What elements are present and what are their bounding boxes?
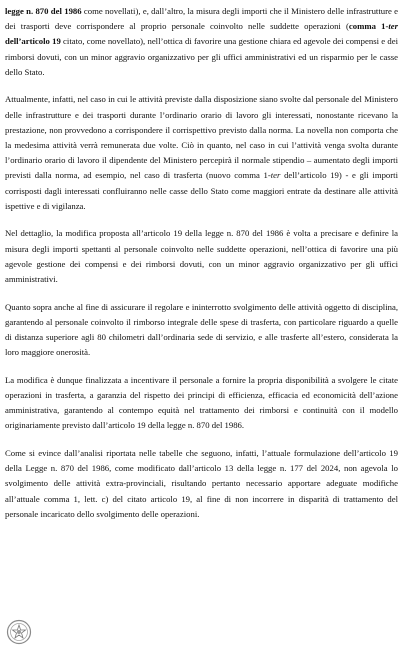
text-run: legge n. 870 del 1986 bbox=[5, 6, 82, 16]
text-run: citato, come novellato), nell’ottica di favorire una gestione chiara ed agevole dei compensi e dei rimborsi dovuti, con un minor aggravio organizzativo per gli uffici amministrativi ed un risparmio per le casse dello Stato. bbox=[5, 36, 398, 77]
paragraph bbox=[5, 446, 398, 522]
text-run: Quanto sopra anche al fine di assicurare il regolare e ininterrotto svolgimento delle attività oggetto di disciplina, garantendo al personale coinvolto il rimborso integrale delle spese di trasferta, con particolare riguardo a quelle di distanza superiore agli 80 chilometri dall’ordinaria sede di servizio, e alle trasferte all’estero, considerata la loro maggiore onerosità. bbox=[5, 301, 398, 358]
text-run: ter bbox=[388, 21, 398, 32]
text-run: La modifica è dunque finalizzata a incentivare il personale a fornire la propria disponibilità a svolgere le citate operazioni in trasferta, a garanzia del rispetto dei principi di efficienza, efficacia ed economicità dell’azione amministrativa, garantendo al contempo equità nel trattamento dei rimborsi e continuità con il modello originariamente previsto dall’articolo 19 della legge n. 870 del 1986. bbox=[5, 374, 398, 431]
paragraph bbox=[5, 300, 398, 361]
text-run: dell’articolo 19) - e gli importi corrisposti dagli interessati confluiranno nelle casse dello Stato come maggiori entrate da destinare alle attività ispettive e di vigilanza. bbox=[5, 170, 398, 211]
paragraph bbox=[5, 92, 398, 214]
paragraph bbox=[5, 4, 398, 80]
text-run: Nel dettaglio, la modifica proposta all’articolo 19 della legge n. 870 del 1986 è volta a precisare e definire la misura degli importi spettanti al personale coinvolto nelle suddette operazioni, nell’ottica di favorire una più agevole gestione dei compensi e dei rimborsi dovuti, con un minor aggravio organizzativo per gli uffici amministrativi. bbox=[5, 228, 398, 285]
paragraph bbox=[5, 373, 398, 434]
text-run: comma 1- bbox=[348, 21, 389, 32]
text-run: ter bbox=[270, 170, 281, 181]
paragraph bbox=[5, 226, 398, 287]
text-run: Attualmente, infatti, nel caso in cui le attività previste dalla disposizione siano svolte dal personale del Ministero delle infrastrutture e dei trasporti durante l’ordinario orario di lavoro gli interessati, nonostante ricevano la prestazione, non provvedono a corrispondere il corrispettivo previsto dalla norma. La novella non comporta che la medesima attività verrà remunerata due volte. Ciò in quanto, nel caso in cui l’attività venga svolta durante l’ordinario orario di lavoro il dipendente del Ministero percepirà il normale stipendio – aumentato degli importi previsti dalla norma, ad esempio, nel caso di trasferta (nuovo comma 1- bbox=[5, 94, 398, 181]
text-run: come novellati), e, dall’altro, la misura degli importi che il Ministero delle infrastrutture e dei trasporti deve corrispondere al proprio personale coinvolto nelle suddette operazioni ( bbox=[5, 6, 399, 32]
text-run: dell’articolo 19 bbox=[5, 36, 61, 47]
republic-emblem-icon bbox=[6, 619, 32, 645]
text-run: Come si evince dall’analisi riportata nelle tabelle che seguono, infatti, l’attuale formulazione dell’articolo 19 della Legge n. 870 del 1986, come modificato dall’articolo 13 della legge n. 177 del 2024, non agevola lo svolgimento delle attività extra-provinciali, risultando pertanto necessario apportare adeguate modifiche all’attuale comma 1, lett. c) del citato articolo 19, al fine di non incorrere in disparità di trattamento del personale incaricato dello svolgimento delle operazioni. bbox=[5, 448, 398, 519]
document-body bbox=[5, 4, 398, 534]
